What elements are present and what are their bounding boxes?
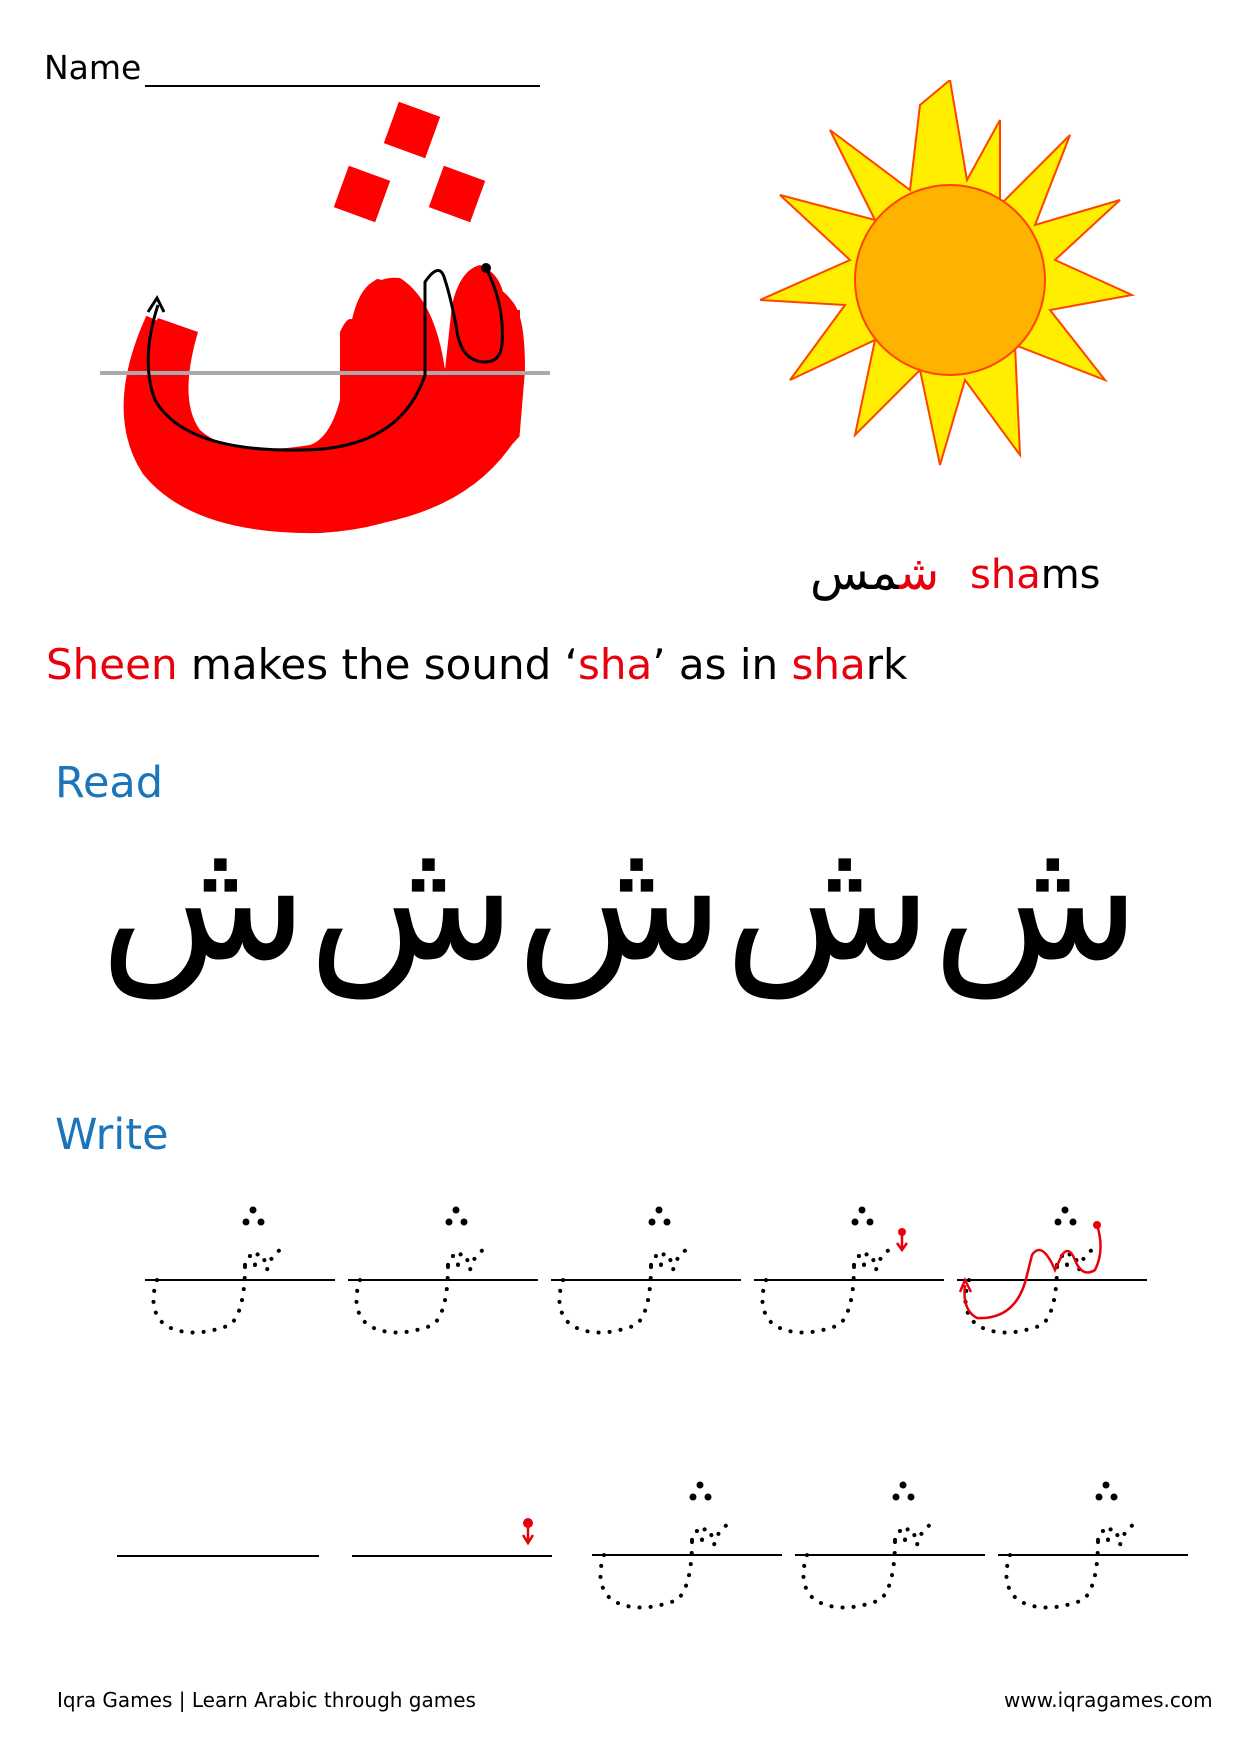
word-latin-rest: ms xyxy=(1040,552,1101,598)
letter-name: Sheen xyxy=(46,640,178,689)
sound-text-2: ’ as in xyxy=(652,640,792,689)
tracing-letter[interactable] xyxy=(795,1475,985,1635)
word-arabic-prefix: ش xyxy=(898,545,940,601)
name-write-line[interactable] xyxy=(145,85,540,87)
tracing-letter[interactable] xyxy=(998,1475,1188,1635)
example-word-latin xyxy=(970,552,1101,598)
sheen-letter-graphic xyxy=(100,100,640,560)
tracing-letter-guided[interactable] xyxy=(957,1200,1147,1360)
word-latin-highlight: sha xyxy=(970,552,1041,598)
write-heading: Write xyxy=(55,1110,169,1160)
tracing-letter[interactable] xyxy=(551,1200,741,1360)
tracing-letter[interactable] xyxy=(754,1200,944,1360)
read-letter: ش xyxy=(308,801,516,999)
read-letter: ش xyxy=(724,801,932,999)
example-rest: rk xyxy=(865,640,908,689)
blank-write-line[interactable] xyxy=(352,1555,552,1557)
footer-website[interactable]: www.iqragames.com xyxy=(1004,1688,1213,1712)
example-red: sha xyxy=(791,640,866,689)
tracing-letter[interactable] xyxy=(145,1200,335,1360)
tracing-letter[interactable] xyxy=(592,1475,782,1635)
word-arabic-rest: مس xyxy=(810,545,899,601)
example-word-arabic xyxy=(810,545,939,601)
read-letter: ش xyxy=(516,801,724,999)
tracing-letter[interactable] xyxy=(348,1200,538,1360)
read-letter: ش xyxy=(100,801,308,999)
read-heading: Read xyxy=(55,758,164,808)
sound-red: sha xyxy=(577,640,653,689)
sound-text-1: makes the sound ‘ xyxy=(177,640,578,689)
read-letter: ش xyxy=(932,801,1140,999)
read-letters-row xyxy=(100,800,1140,1000)
sound-description xyxy=(46,640,907,689)
blank-write-line[interactable] xyxy=(117,1555,319,1557)
footer-left: Iqra Games | Learn Arabic through games xyxy=(57,1688,476,1712)
sun-illustration xyxy=(760,80,1140,470)
name-label: Name xyxy=(44,48,142,87)
start-point-icon xyxy=(518,1515,538,1551)
